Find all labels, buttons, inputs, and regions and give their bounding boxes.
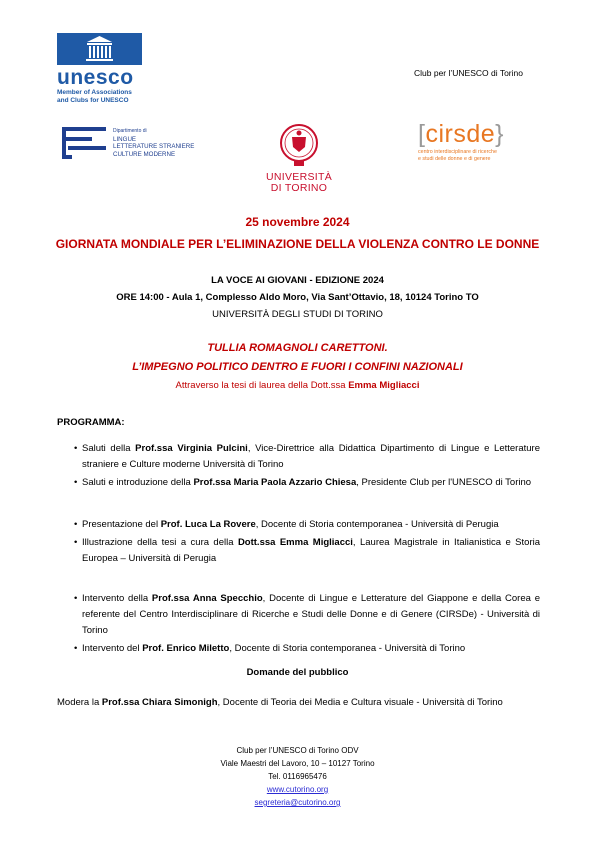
website-link[interactable]: www.cutorino.org — [266, 785, 329, 794]
unito-logo — [266, 123, 332, 194]
event-headline: GIORNATA MONDIALE PER L’ELIMINAZIONE DELLA VIOLENZA CONTRO LE DONNE — [55, 237, 540, 251]
unesco-subtitle-1: Member of Associations — [57, 89, 132, 96]
unesco-subtitle-2: and Clubs for UNESCO — [57, 97, 129, 104]
list-item: • Presentazione del Prof. Luca La Rovere, Docente di Storia contemporanea - Università di Perugia — [57, 517, 540, 533]
thesis-author: Emma Migliacci — [348, 380, 420, 391]
event-university: UNIVERSITÀ DEGLI STUDI DI TORINO — [212, 309, 383, 320]
list-item: • Saluti della Prof.ssa Virginia Pulcini, Vice-Direttrice alla Didattica Dipartimento di Lingue e Letterature straniere e Culture moderne Università di Torino — [57, 441, 540, 473]
programma-heading: PROGRAMMA: — [57, 417, 125, 428]
programma-group-2 — [57, 517, 540, 567]
list-item: • Intervento del Prof. Enrico Miletto, Docente di Storia contemporanea - Università di Torino — [57, 641, 540, 657]
unesco-temple-icon — [57, 33, 142, 65]
footer-org: Club per l’UNESCO di Torino ODV — [236, 746, 359, 755]
dipartimento-line4: CULTURE MODERNE — [113, 150, 176, 158]
dipartimento-line2: LINGUE — [113, 135, 137, 143]
event-title-line2: L’IMPEGNO POLITICO DENTRO E FUORI I CONFINI NAZIONALI — [132, 361, 463, 373]
cirsde-logo — [418, 121, 548, 162]
dipartimento-line1: Dipartimento di — [113, 128, 147, 134]
cirsde-wordmark: [cirsde} — [418, 120, 504, 148]
club-header: Club per l’UNESCO di Torino — [414, 68, 523, 78]
event-title-line1: TULLIA ROMAGNOLI CARETTONI. — [207, 342, 388, 354]
dipartimento-line3: LETTERATURE STRANIERE — [113, 143, 195, 150]
bracket-open-icon: [ — [418, 120, 426, 148]
brace-close-icon: } — [495, 120, 504, 148]
cirsde-subtitle-2: e studi delle donne e di genere — [418, 156, 491, 163]
cirsde-subtitle-1: centro interdisciplinare di ricerche — [418, 149, 497, 155]
dipartimento-logo — [62, 126, 212, 164]
list-item: • Intervento della Prof.ssa Anna Specchio, Docente di Lingue e Letterature del Giappone e della Corea e referente del Centro Interdisciplinare di Ricerche e Studi delle Donne e di Genere (CIRSDe) - Università di Torino — [57, 591, 540, 639]
event-series: LA VOCE AI GIOVANI - EDIZIONE 2024 — [211, 275, 384, 286]
email-link[interactable]: segreteria@cutorino.org — [254, 798, 341, 807]
unito-line2: DI TORINO — [270, 182, 328, 194]
event-date: 25 novembre 2024 — [245, 215, 350, 229]
footer-address: Viale Maestri del Lavoro, 10 – 10127 Torino — [220, 759, 375, 768]
programma-group-1 — [57, 441, 540, 491]
unesco-wordmark: unesco — [57, 66, 134, 89]
moderator-line: Modera la Prof.ssa Chiara Simonigh, Docente di Teoria dei Media e Cultura visuale - Università di Torino — [57, 697, 503, 708]
unito-line1: UNIVERSITÀ — [266, 171, 333, 183]
unito-seal-icon — [279, 123, 319, 167]
domande-heading: Domande del pubblico — [246, 667, 349, 678]
event-time-place: ORE 14:00 - Aula 1, Complesso Aldo Moro, Via Sant’Ottavio, 18, 10124 Torino TO — [116, 292, 479, 303]
footer-phone: Tel. 0116965476 — [268, 772, 327, 781]
event-thesis-credit: Attraverso la tesi di laurea della Dott.ssa Emma Migliacci — [175, 380, 420, 391]
list-item: • Illustrazione della tesi a cura della Dott.ssa Emma Migliacci, Laurea Magistrale in Italianistica e Storia Europea – Università di Perugia — [57, 535, 540, 567]
unesco-logo — [57, 33, 147, 105]
footer — [0, 744, 595, 809]
dipartimento-mark-icon — [62, 126, 110, 162]
programma-group-3 — [57, 591, 540, 657]
list-item: • Saluti e introduzione della Prof.ssa Maria Paola Azzario Chiesa, Presidente Club per l'UNESCO di Torino — [57, 475, 540, 491]
